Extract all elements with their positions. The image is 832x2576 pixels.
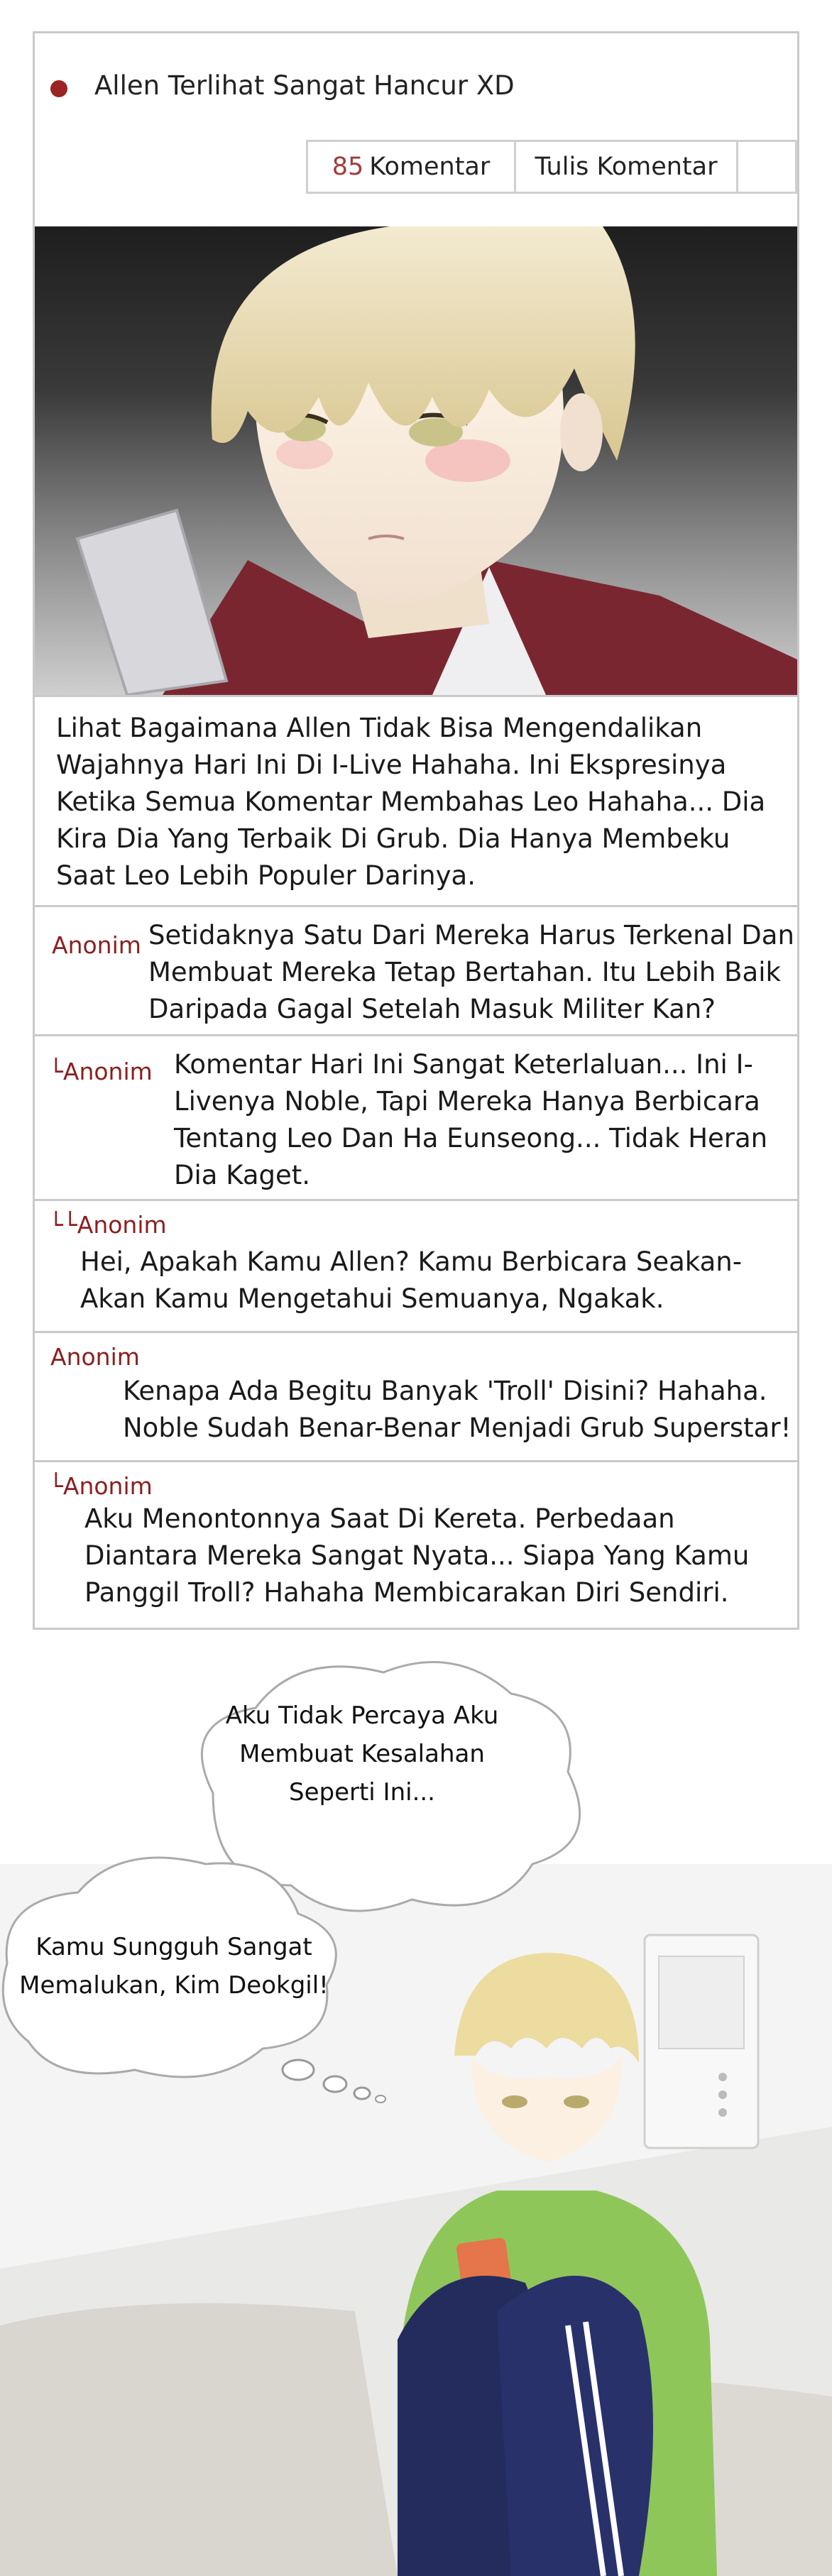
- post-title-row: [35, 33, 797, 111]
- post-body-text: Lihat Bagaimana Allen Tidak Bisa Mengendalikan Wajahnya Hari Ini Di I-Live Hahaha. Ini Ekspresinya Ketika Semua Komentar Membahas Leo Hahaha... Dia Kira Dia Yang Terbaik Di Grub. Dia Hanya Membeku Saat Leo Lebih Populer Darinya.: [56, 713, 766, 891]
- reply-indent-marker: └: [49, 1472, 63, 1500]
- comment-text: Setidaknya Satu Dari Mereka Harus Terkenal Dan Membuat Mereka Tetap Bertahan. Itu Lebih Baik Daripada Gagal Setelah Masuk Militer Kan?: [148, 920, 794, 1024]
- thought-bubble-2: Kamu Sungguh Sangat Memalukan, Kim Deokgil!: [19, 1933, 329, 2000]
- comment-author[interactable]: [49, 1058, 153, 1085]
- comment-item: [35, 1034, 797, 1199]
- reply-indent-marker: └: [49, 1058, 63, 1085]
- comment-text: Aku Menontonnya Saat Di Kereta. Perbedaan Diantara Mereka Sangat Nyata... Siapa Yang Kamu Panggil Troll? Hahaha Membicarakan Diri Sendiri.: [84, 1503, 750, 1608]
- comment-label: Komentar: [369, 153, 491, 181]
- action-bar-empty-cell: [738, 142, 795, 192]
- write-comment-button[interactable]: Tulis Komentar: [516, 142, 738, 192]
- blond-boy-closeup-illustration: [35, 226, 797, 695]
- comments-count-button[interactable]: [308, 142, 516, 192]
- comment-count: 85: [332, 153, 364, 181]
- comment-text: Hei, Apakah Kamu Allen? Kamu Berbicara Seakan-Akan Kamu Mengetahui Semuanya, Ngakak.: [80, 1246, 743, 1314]
- comment-item: [35, 905, 797, 1034]
- comment-author-name: Anonim: [62, 1058, 153, 1085]
- comment-item: [35, 1199, 797, 1331]
- comment-text: Kenapa Ada Begitu Banyak 'Troll' Disini? Hahaha. Noble Sudah Benar-Benar Menjadi Grub Superstar!: [123, 1376, 792, 1443]
- comment-author-name: Anonim: [52, 931, 141, 959]
- comment-author[interactable]: [49, 1211, 167, 1239]
- post-action-bar: [306, 140, 797, 194]
- comment-text: Komentar Hari Ini Sangat Keterlaluan... Ini I-Livenya Noble, Tapi Mereka Hanya Berbicara Tentang Leo Dan Ha Eunseong... Tidak Heran Dia Kaget.: [174, 1049, 768, 1190]
- bullet-icon: [50, 80, 67, 97]
- comment-author[interactable]: [49, 1472, 153, 1500]
- reply-indent-marker: └└: [49, 1211, 77, 1239]
- comment-author-name: Anonim: [50, 1343, 140, 1371]
- post-title: Allen Terlihat Sangat Hancur XD: [94, 70, 515, 101]
- comment-author[interactable]: [50, 1343, 140, 1371]
- comment-author[interactable]: [52, 931, 141, 959]
- post-hero-image: [35, 226, 797, 695]
- comment-item: [35, 1331, 797, 1460]
- comment-author-name: Anonim: [62, 1472, 153, 1500]
- comment-item: [35, 1460, 797, 1628]
- post-card: [33, 31, 799, 1630]
- post-body: [35, 695, 797, 936]
- comment-author-name: Anonim: [77, 1211, 167, 1239]
- thought-bubble-1: Aku Tidak Percaya Aku Membuat Kesalahan Seperti Ini...: [225, 1701, 499, 1807]
